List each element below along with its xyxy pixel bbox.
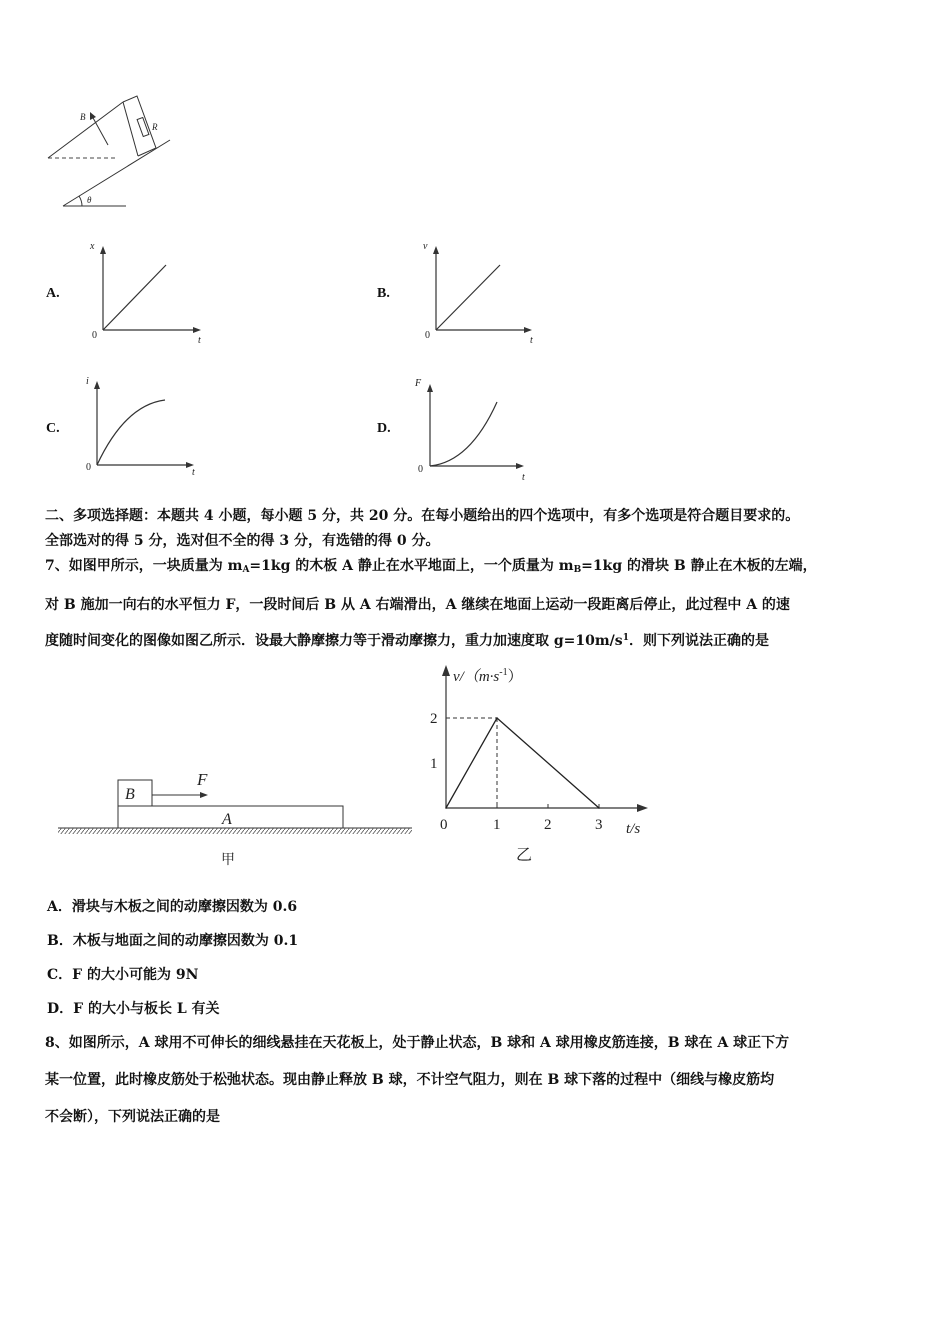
q7-choice-b[interactable]: B．木板与地面之间的动摩擦因数为 0.1 xyxy=(47,933,299,949)
q7-choice-d[interactable]: D．F 的大小与板长 L 有关 xyxy=(47,1001,220,1017)
option-c-letter[interactable]: C. xyxy=(46,421,60,436)
theta-label: θ xyxy=(87,195,92,205)
x-axis-label: t xyxy=(198,335,201,346)
b-field-label: B xyxy=(80,112,86,122)
section2-line1: 二、多项选择题：本题共 4 小题，每小题 5 分，共 20 分。在每小题给出的四个选项中，有多个选项是符合题目要求的。 xyxy=(45,508,800,524)
q8-line1: 8、如图所示，A 球用不可伸长的细线悬挂在天花板上，处于静止状态，B 球和 A 球用橡皮筋连接，B 球在 A 球正下方 xyxy=(45,1035,790,1051)
y-axis-label: F xyxy=(415,378,422,389)
q8-line2: 某一位置，此时橡皮筋处于松弛状态。现由静止释放 B 球，不计空气阻力，则在 B 球下落的过程中（细线与橡皮筋均 xyxy=(45,1072,775,1088)
origin-label: 0 xyxy=(92,330,97,341)
option-a-letter[interactable]: A. xyxy=(46,286,60,301)
block-b-label: B xyxy=(125,786,135,803)
x-tick-label: 3 xyxy=(595,817,603,833)
x-axis-label: t xyxy=(192,467,195,478)
origin-label: 0 xyxy=(86,462,91,473)
x-axis-arrow xyxy=(637,804,648,812)
q8-line3: 不会断），下列说法正确的是 xyxy=(45,1109,220,1125)
section2-line2: 全部选对的得 5 分，选对但不全的得 3 分，有选错的得 0 分。 xyxy=(45,533,440,549)
y-axis-label: v xyxy=(423,241,428,252)
y-axis-arrow xyxy=(442,665,450,676)
data-point xyxy=(445,807,447,809)
board-a-label: A xyxy=(222,811,232,828)
origin-label: 0 xyxy=(440,817,448,833)
q7-line2: 对 B 施加一向右的水平恒力 F，一段时间后 B 从 A 右端滑出，A 继续在地面上运动一段距离后停止，此过程中 A 的速 xyxy=(45,597,790,613)
x-axis-label: t xyxy=(530,335,533,346)
figure-yi-caption: 乙 xyxy=(516,847,533,864)
data-point xyxy=(598,807,600,809)
data-point xyxy=(496,717,498,719)
y-axis-label: i xyxy=(86,376,89,387)
q7-line1: 7、如图甲所示，一块质量为 $m_A=1kg$ 的木板 A 静止在水平地面上，一个质量为 $m_B=1kg$ 的滑块 B 静止在木板的左端， xyxy=(45,558,817,575)
option-b-letter[interactable]: B. xyxy=(377,286,390,301)
x-axis-label: t xyxy=(522,472,525,483)
option-d-letter[interactable]: D. xyxy=(377,421,391,436)
q7-choice-c[interactable]: C．F 的大小可能为 9N xyxy=(47,967,199,983)
series-line xyxy=(446,718,599,808)
origin-label: 0 xyxy=(418,464,423,475)
y-axis-label: x xyxy=(90,241,95,252)
resistor-label: R xyxy=(152,122,158,132)
x-tick-label: 2 xyxy=(544,817,552,833)
q7-choice-a[interactable]: A．滑块与木板之间的动摩擦因数为 0.6 xyxy=(47,899,298,915)
origin-label: 0 xyxy=(425,330,430,341)
y-axis-label: $v/(m\cdot s^{-1})$ xyxy=(453,667,523,685)
x-axis-label: t/s xyxy=(626,821,641,837)
q7-line3: 度随时间变化的图像如图乙所示．设最大静摩擦力等于滑动摩擦力，重力加速度取 $g=10m/s^1$．则下列说法正确的是 xyxy=(45,633,769,649)
force-label: F xyxy=(197,770,208,789)
figure-jia-caption: 甲 xyxy=(221,853,235,868)
x-tick-label: 1 xyxy=(493,817,501,833)
y-tick-label: 1 xyxy=(430,756,438,772)
y-tick-label: 2 xyxy=(430,711,438,727)
